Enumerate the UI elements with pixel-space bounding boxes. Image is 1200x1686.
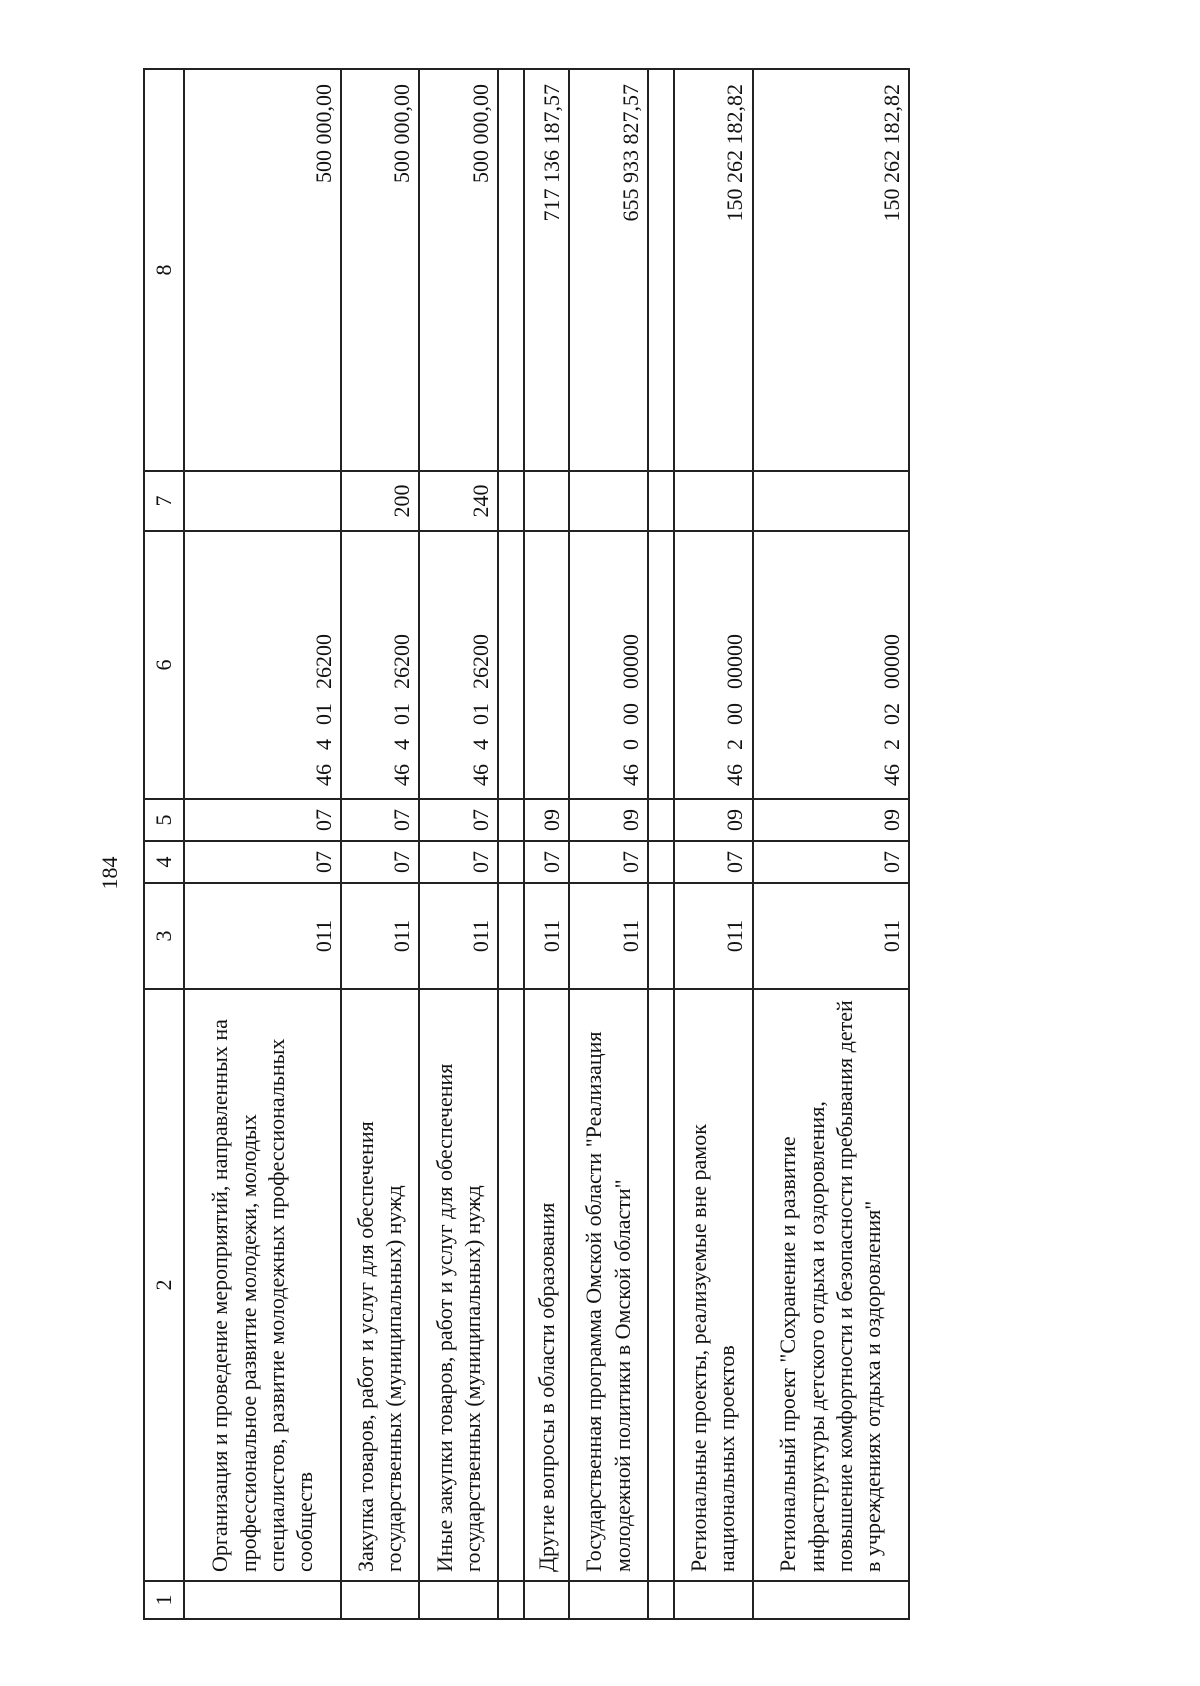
- table-row: [753, 69, 909, 1619]
- item-name: Государственная программа Омской области "Реализация молодежной политики в Омской области": [569, 989, 648, 1581]
- header-row: [144, 69, 184, 1619]
- expense-type-code: [524, 471, 569, 531]
- target-article-code: [569, 531, 648, 799]
- budget-table: [143, 68, 910, 1620]
- expense-type-code: 200: [341, 471, 420, 531]
- item-name: Региональный проект "Сохранение и развитие инфраструктуры детского отдыха и оздоровления, повышение комфортности и безопасности пребывания детей в учреждениях отдыха и оздоровления": [753, 989, 909, 1581]
- subsection-code: 07: [419, 799, 498, 841]
- csr-part: 02: [878, 703, 904, 725]
- item-name: Организация и проведение мероприятий, направленных на профессиональное развитие молодежи, молодых специалистов, развитие молодежных профессиональных сообществ: [184, 989, 340, 1581]
- header-cell-3: 3: [144, 883, 184, 989]
- expense-type-code: 240: [419, 471, 498, 531]
- csr-part: 2: [722, 739, 748, 750]
- csr-part: 4: [310, 739, 336, 750]
- expense-type-code: [753, 471, 909, 531]
- admin-code: 011: [184, 883, 340, 989]
- csr-part: 2: [878, 739, 904, 750]
- csr-part: 0: [617, 739, 643, 750]
- amount-cell: 655 933 827,57: [569, 69, 648, 471]
- csr-part: 00: [722, 703, 748, 725]
- target-article-code: [753, 531, 909, 799]
- spacer-row: [498, 69, 524, 1619]
- target-article-code: [674, 531, 753, 799]
- csr-part: 46: [617, 764, 643, 786]
- amount-cell: 150 262 182,82: [753, 69, 909, 471]
- section-code: 07: [753, 841, 909, 883]
- item-name: Другие вопросы в области образования: [524, 989, 569, 1581]
- subsection-code: 07: [184, 799, 340, 841]
- table-row: [569, 69, 648, 1619]
- csr-part: 4: [467, 739, 493, 750]
- page-number: 184: [97, 856, 122, 890]
- csr-part: 00000: [617, 634, 643, 689]
- amount-cell: 150 262 182,82: [674, 69, 753, 471]
- header-cell-2: 2: [144, 989, 184, 1581]
- amount-cell: 717 136 187,57: [524, 69, 569, 471]
- header-cell-1: 1: [144, 1581, 184, 1619]
- table-row: [674, 69, 753, 1619]
- row-number-cell: [419, 1581, 498, 1619]
- amount-cell: 500 000,00: [419, 69, 498, 471]
- csr-part: 01: [310, 703, 336, 725]
- section-code: 07: [341, 841, 420, 883]
- header-cell-6: 6: [144, 531, 184, 799]
- csr-part: 00: [617, 703, 643, 725]
- row-number-cell: [524, 1581, 569, 1619]
- target-article-code: [184, 531, 340, 799]
- csr-part: 46: [878, 764, 904, 786]
- csr-part: 46: [722, 764, 748, 786]
- expense-type-code: [569, 471, 648, 531]
- row-number-cell: [184, 1581, 340, 1619]
- item-name: Иные закупки товаров, работ и услуг для обеспечения государственных (муниципальных) нужд: [419, 989, 498, 1581]
- csr-part: 46: [467, 764, 493, 786]
- section-code: 07: [184, 841, 340, 883]
- admin-code: 011: [524, 883, 569, 989]
- table-row: [419, 69, 498, 1619]
- item-name: Региональные проекты, реализуемые вне рамок национальных проектов: [674, 989, 753, 1581]
- row-number-cell: [674, 1581, 753, 1619]
- expense-type-code: [184, 471, 340, 531]
- target-article-code: [341, 531, 420, 799]
- csr-part: 26200: [310, 634, 336, 689]
- subsection-code: 09: [674, 799, 753, 841]
- header-cell-5: 5: [144, 799, 184, 841]
- amount-cell: 500 000,00: [341, 69, 420, 471]
- header-cell-7: 7: [144, 471, 184, 531]
- section-code: 07: [419, 841, 498, 883]
- budget-table-frame: [143, 70, 910, 1620]
- header-cell-4: 4: [144, 841, 184, 883]
- row-number-cell: [569, 1581, 648, 1619]
- section-code: 07: [674, 841, 753, 883]
- csr-part: 46: [389, 764, 415, 786]
- csr-part: 4: [389, 739, 415, 750]
- table-row: [524, 69, 569, 1619]
- admin-code: 011: [341, 883, 420, 989]
- table-row: [184, 69, 340, 1619]
- admin-code: 011: [419, 883, 498, 989]
- csr-part: 26200: [467, 634, 493, 689]
- section-code: 07: [524, 841, 569, 883]
- target-article-code: [419, 531, 498, 799]
- admin-code: 011: [753, 883, 909, 989]
- table-row: [341, 69, 420, 1619]
- target-article-code: [524, 531, 569, 799]
- item-name: Закупка товаров, работ и услуг для обеспечения государственных (муниципальных) нужд: [341, 989, 420, 1581]
- amount-cell: 500 000,00: [184, 69, 340, 471]
- section-code: 07: [569, 841, 648, 883]
- header-cell-8: 8: [144, 69, 184, 471]
- subsection-code: 09: [569, 799, 648, 841]
- admin-code: 011: [674, 883, 753, 989]
- csr-part: 01: [389, 703, 415, 725]
- expense-type-code: [674, 471, 753, 531]
- csr-part: 26200: [389, 634, 415, 689]
- csr-part: 00000: [878, 634, 904, 689]
- csr-part: 00000: [722, 634, 748, 689]
- row-number-cell: [753, 1581, 909, 1619]
- row-number-cell: [341, 1581, 420, 1619]
- csr-part: 46: [310, 764, 336, 786]
- subsection-code: 09: [524, 799, 569, 841]
- subsection-code: 09: [753, 799, 909, 841]
- subsection-code: 07: [341, 799, 420, 841]
- csr-part: 01: [467, 703, 493, 725]
- admin-code: 011: [569, 883, 648, 989]
- spacer-row: [648, 69, 674, 1619]
